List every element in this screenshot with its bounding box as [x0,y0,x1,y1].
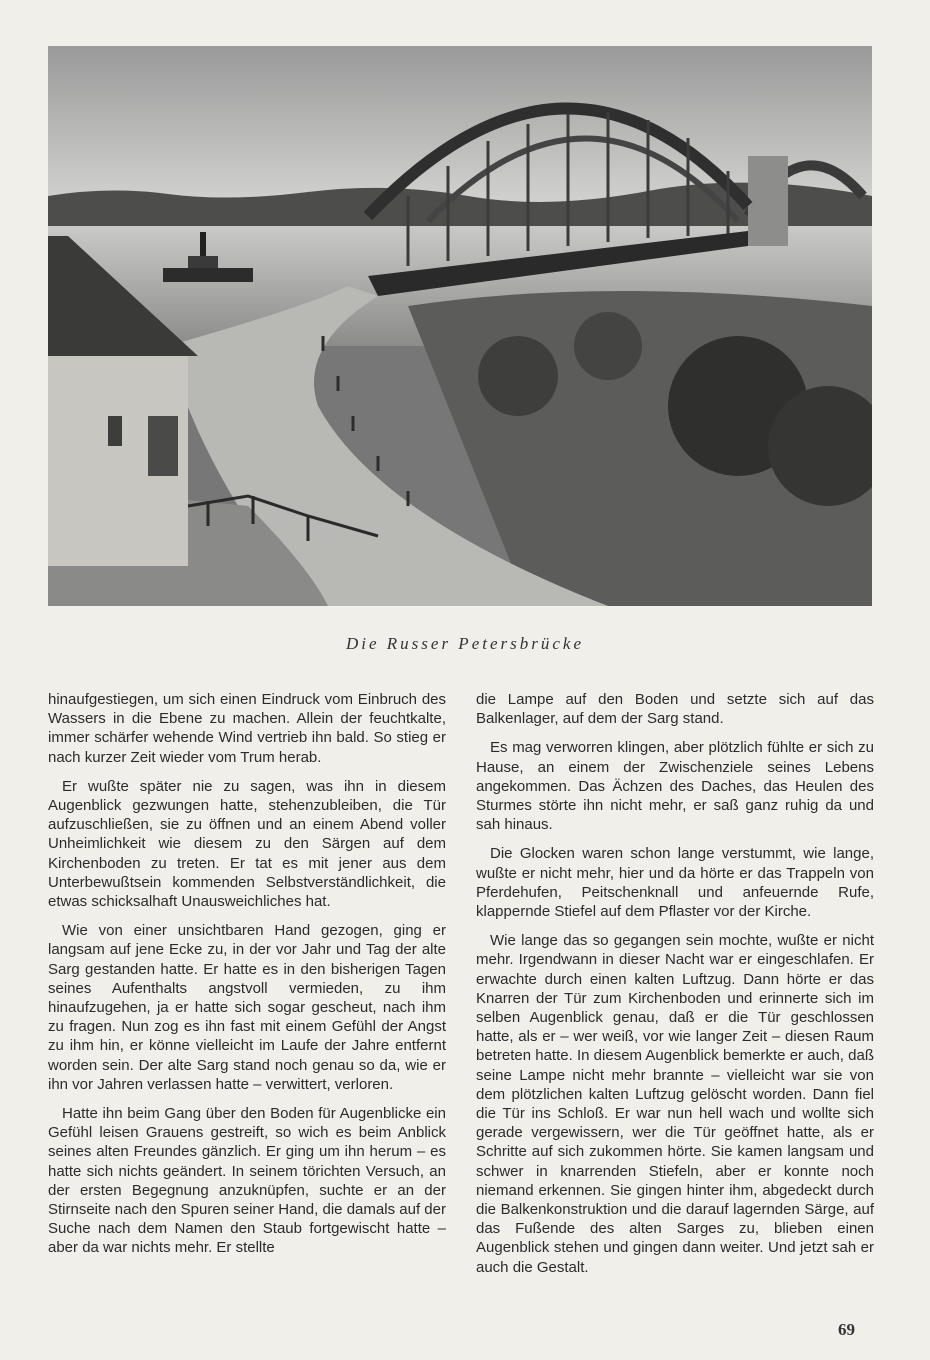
paragraph: die Lampe auf den Boden und setzte sich auf das Balkenlager, auf dem der Sarg stand. [476,691,874,728]
paragraph: Es mag verworren klingen, aber plötzlich fühlte er sich zu Hause, an einem der Zwischenziele seines Lebens angekommen. Das Ächzen des Daches, das Heulen des Sturmes störte ihn nicht mehr, er saß ganz ruhig da und sah hinaus. [476,739,874,834]
figure-caption: Die Russer Petersbrücke [345,634,584,653]
page-number: 69 [838,1320,855,1339]
paragraph: Hatte ihn beim Gang über den Boden für Augenblicke ein Gefühl leisen Grauens gestreift, so wich es beim Anblick seines alten Freundes gänzlich. Er ging um ihn herum – es hatte sich nichts geändert. In seinem törichten Versuch, an der ersten Begegnung anzuknüpfen, suchte er an der Stirnseite nach den Spuren seiner Hand, die damals auf der Suche nach dem Namen den Staub fortgewischt hatte – aber da war nichts mehr. Er stellte [48,1105,446,1257]
paragraph: Wie von einer unsichtbaren Hand gezogen, ging er langsam auf jene Ecke zu, in der vor Jahr und Tag der alte Sarg gestanden hatte. Er hatte es in den bisherigen Tagen seines Aufenthalts angstvoll vermieden, zu ihm hinaufzugehen, ja er hatte sich sogar gescheut, nach ihm zu fragen. Nun zog es ihn fast mit einem Gefühl der Angst zu ihm hin, er könne vielleicht im Laufe der Jahre entfernt worden sein. Der alte Sarg stand noch genau so da, wie er ihn vor Jahren verlassen hatte – verwittert, verloren. [48,922,446,1093]
paragraph: Wie lange das so gegangen sein mochte, wußte er nicht mehr. Irgendwann in dieser Nacht war er eingeschlafen. Er erwachte durch einen kalten Luftzug. Dann hörte er das Knarren der Tür zum Kirchenboden und erinnerte sich im selben Augenblick genau, daß er die Tür geschlossen hatte, als er – wer weiß, vor wie langer Zeit – diesen Raum betreten hatte. In diesem Augenblick bemerkte er auch, daß seine Lampe nicht mehr brannte – vielleicht war sie von dem plötzlichen kalten Luftzug gelöscht worden. Dann fiel die Tür ins Schloß. Er war nun hell wach und wollte sich gerade vergewissern, wer die Tür geöffnet hatte, als er Schritte auf sich zukommen hörte. Sie kamen langsam und schwer in knarrenden Stiefeln, aber er konnte noch niemand erkennen. Sie gingen hinter ihm, abgedeckt durch die Balkenkonstruktion und die darauf lagernden Särge, auf das Fußende des alten Sarges zu, blieben einen Augenblick stehen und gingen dann weiter. Und jetzt sah er auch die Gestalt. [476,932,874,1276]
paragraph: Die Glocken waren schon lange verstummt, wie lange, wußte er nicht mehr, hier und da hörte er das Trappeln von Pferdehufen, Peitschenknall und anfeuernde Rufe, klappernde Stiefel auf dem Pflaster vor der Kirche. [476,845,874,921]
paragraph: hinaufgestiegen, um sich einen Eindruck vom Einbruch des Wassers in die Ebene zu machen. Allein der feuchtkalte, immer schärfer wehende Wind vertrieb ihn bald. So stieg er nach kurzer Zeit wieder vom Trum herab. [48,691,446,766]
text-column-left [48,690,446,1268]
bridge-photo [48,46,872,606]
paragraph: Er wußte später nie zu sagen, was ihn in diesem Augenblick gezwungen hatte, stehenzubleiben, die Tür aufzuschließen, sie zu öffnen und an einem Abend voller Unheimlichkeit wie diesem zu den Särgen auf dem Kirchenboden zu treten. Er tat es mit jener aus dem Unterbewußtsein kommenden Selbstverständlichkeit, die etwas schicksalhaft Unausweichliches hat. [48,777,446,911]
text-column-right [476,690,874,1287]
bridge-photo-illustration [48,46,872,606]
